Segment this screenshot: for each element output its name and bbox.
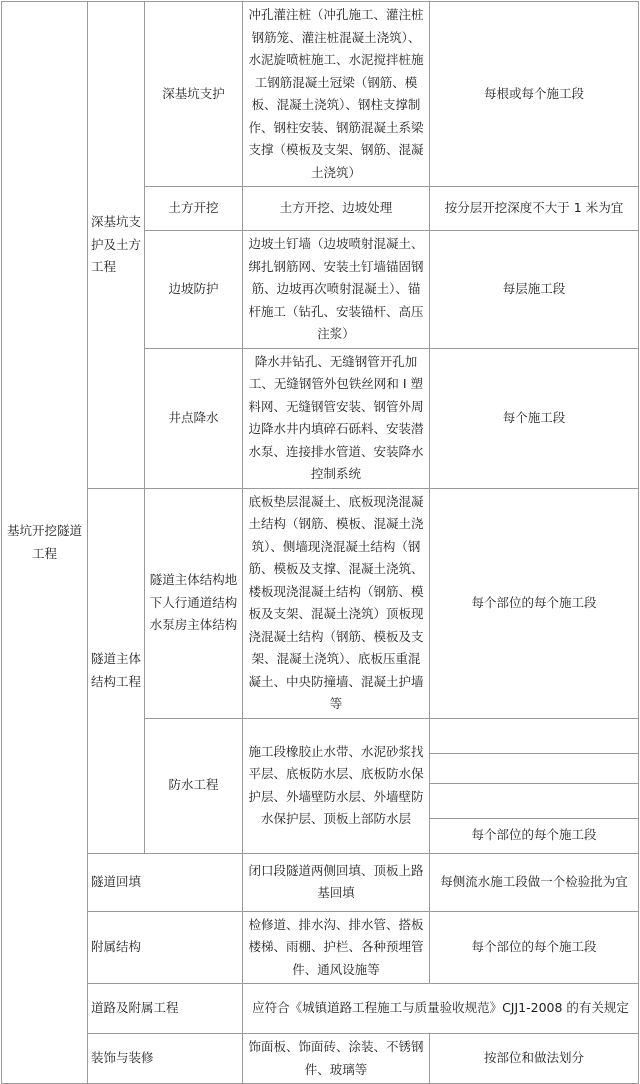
batch-text: 每个部位的每个施工段 bbox=[471, 594, 597, 610]
batch-cell-stack bbox=[430, 718, 639, 818]
content-text: 应符合《城镇道路工程施工与质量验收规范》CJJ1-2008 的有关规定 bbox=[252, 1000, 629, 1016]
table-row bbox=[2, 853, 639, 911]
content-cell bbox=[243, 488, 430, 718]
content-cell bbox=[243, 911, 430, 984]
batch-cell bbox=[430, 488, 639, 718]
item-text: 深基坑支护 bbox=[162, 85, 225, 101]
subunit-cell bbox=[88, 911, 243, 984]
batch-cell bbox=[430, 853, 639, 911]
batch-cell bbox=[430, 348, 639, 488]
item-cell bbox=[145, 348, 243, 488]
batch-cell bbox=[430, 231, 639, 349]
content-cell bbox=[243, 984, 639, 1034]
content-cell bbox=[243, 348, 430, 488]
content-text: 土方开挖、边坡处理 bbox=[279, 200, 393, 216]
item-text: 井点降水 bbox=[168, 409, 219, 425]
item-text: 防水工程 bbox=[168, 777, 219, 793]
batch-cell bbox=[430, 1034, 639, 1084]
subunit-text: 隧道回填 bbox=[91, 873, 142, 889]
batch-cell bbox=[430, 2, 639, 187]
subunit-cell bbox=[88, 2, 145, 489]
subunit-text: 附属结构 bbox=[91, 939, 142, 954]
unit-project-text: 基坑开挖隧道工程 bbox=[6, 523, 82, 561]
subunit-text: 道路及附属工程 bbox=[91, 1000, 179, 1016]
table-row bbox=[2, 911, 639, 984]
content-text: 降水井钻孔、无缝钢管开孔加工、无缝钢管外包铁丝网和 I 塑料网、无缝钢管安装、钢管外周边降水井内填碎石砾料、安装潜水泵、连接排水管道、安装降水控制系统 bbox=[248, 353, 424, 481]
table-row bbox=[2, 984, 639, 1034]
content-text: 闭口段隧道两侧回填、顶板上路基回填 bbox=[248, 862, 424, 900]
content-cell bbox=[243, 231, 430, 349]
subunit-text: 隧道主体结构工程 bbox=[91, 651, 142, 689]
content-cell bbox=[243, 187, 430, 231]
content-cell bbox=[243, 853, 430, 911]
batch-text: 每根或每个施工段 bbox=[483, 85, 584, 101]
item-cell bbox=[145, 488, 243, 718]
batch-text: 每侧流水施工段做一个检验批为宜 bbox=[440, 873, 628, 889]
item-cell bbox=[145, 231, 243, 349]
batch-cell bbox=[430, 911, 639, 984]
batch-cell bbox=[430, 187, 639, 231]
content-cell bbox=[243, 2, 430, 187]
content-text: 检修道、排水沟、排水管、搭板楼梯、雨棚、护栏、各种预埋管件、通风设施等 bbox=[248, 916, 424, 977]
batch-text: 按分层开挖深度不大于 1 米为宜 bbox=[444, 200, 624, 216]
table-row bbox=[2, 488, 639, 718]
subunit-text: 深基坑支护及土方工程 bbox=[91, 214, 142, 274]
batch-text: 每个部位的每个施工段 bbox=[471, 827, 597, 843]
batch-text: 每层施工段 bbox=[502, 281, 566, 296]
batch-text: 按部位和做法划分 bbox=[483, 1050, 584, 1066]
table-row bbox=[2, 2, 639, 187]
subunit-cell bbox=[88, 1034, 243, 1084]
unit-project-cell bbox=[2, 2, 88, 1084]
content-cell bbox=[243, 1034, 430, 1084]
inspection-batch-table bbox=[1, 1, 639, 1084]
content-text: 冲孔灌注桩（冲孔施工、灌注桩钢筋笼、灌注桩混凝土浇筑）、水泥旋喷桩施工、水泥搅拌桩施工钢筋混凝土冠梁（钢筋、模板、混凝土浇筑）、钢柱支撑制作、钢柱安装、钢筋混凝土系梁支撑（模板及支架、钢筋、混凝土浇筑） bbox=[248, 7, 424, 180]
item-cell bbox=[145, 187, 243, 231]
item-text: 隧道主体结构地下人行通道结构水泵房主体结构 bbox=[149, 572, 238, 633]
item-text: 边坡防护 bbox=[168, 281, 219, 296]
item-cell bbox=[145, 2, 243, 187]
item-cell bbox=[145, 718, 243, 853]
batch-cell bbox=[430, 818, 639, 853]
subunit-cell bbox=[88, 488, 145, 853]
table-row bbox=[2, 1034, 639, 1084]
content-text: 施工段橡胶止水带、水泥砂浆找平层、底板防水层、底板防水保护层、外墙壁防水层、外墙壁防水保护层、顶板上部防水层 bbox=[248, 743, 424, 826]
subunit-cell bbox=[88, 853, 243, 911]
item-text: 土方开挖 bbox=[168, 200, 219, 216]
batch-text: 每个部位的每个施工段 bbox=[471, 939, 597, 954]
content-text: 边坡土钉墙（边坡喷射混凝土、绑扎钢筋网、安装土钉墙锚固钢筋、边坡再次喷射混凝土）、锚杆施工（钻孔、安装锚杆、高压注浆） bbox=[248, 236, 424, 341]
content-text: 底板垫层混凝土、底板现浇混凝土结构（钢筋、模板、混凝土浇筑）、侧墙现浇混凝土结构（钢筋、模板及支撑、混凝土浇筑、楼板现浇混凝土结构（钢筋、模板及支架、混凝土浇筑）顶板现浇混凝土结构（钢筋、模板及支架、混凝土浇筑）、底板压重混凝土、中央防撞墙、混凝土护墙等 bbox=[248, 493, 424, 711]
content-text: 饰面板、饰面砖、涂装、不锈钢件、玻璃等 bbox=[248, 1039, 424, 1077]
batch-text: 每个施工段 bbox=[502, 409, 566, 425]
subunit-cell bbox=[88, 984, 243, 1034]
content-cell bbox=[243, 718, 430, 853]
subunit-text: 装饰与装修 bbox=[91, 1050, 154, 1066]
